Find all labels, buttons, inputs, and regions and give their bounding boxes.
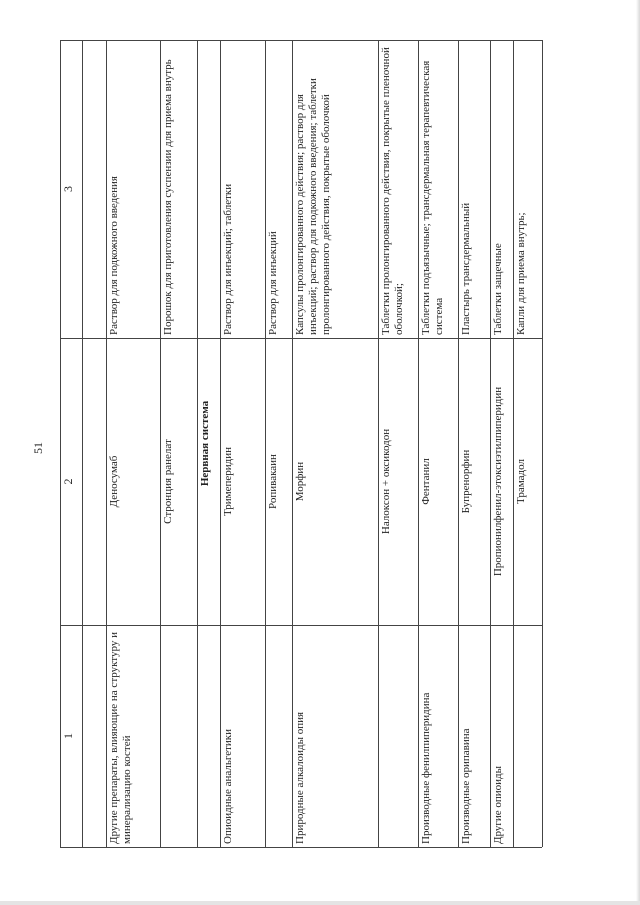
group-name-cell [265,625,292,847]
header-divider [82,40,83,847]
group-name [265,625,292,847]
dosage-form-cell [106,40,160,338]
drug-name: Пропионилфенил-этоксиэтилпиперидин [492,386,504,577]
dosage-form-cell [490,40,513,338]
drug-name: Деносумаб [108,455,120,508]
group-name-cell [513,625,542,847]
group-name-cell [490,625,513,847]
dosage-form-cell [458,40,490,338]
dosage-form: Пластырь трансдермальный [460,202,472,335]
group-name-cell [220,625,265,847]
dosage-form: Таблетки защечные [492,243,504,335]
drug-name-cell [513,338,542,625]
dosage-form-cell [265,40,292,338]
drug-name-cell [106,338,160,625]
group-name [513,625,542,847]
section-title: Нервная система [199,400,211,487]
table-border-bottom [60,847,542,848]
dosage-form: Раствор для инъекций [267,231,279,335]
column-header-3-cell [60,40,82,338]
drug-name-cell [265,338,292,625]
group-name-cell [292,625,378,847]
drug-name-cell [292,338,378,625]
group-name: Другие препараты, влияющие на структуру и минерализацию костей [108,632,133,844]
column-header-3: 3 [61,186,75,192]
dosage-form: Раствор для инъекций; таблетки [222,183,234,335]
dosage-form: Капли для приема внутрь; [515,212,527,335]
column-header-1-cell [60,625,82,847]
dosage-form: Таблетки подъязычные; трансдермальная терапевтическая система [420,60,445,335]
drug-name-cell [160,338,197,625]
group-name-cell [160,625,197,847]
section-title-cell [197,40,220,847]
scan-bottom-edge [0,901,640,905]
drug-name: Морфин [294,461,306,502]
group-name-cell [458,625,490,847]
dosage-form: Капсулы пролонгированного действия; раствор для инъекций; раствор для подкожного введения; таблетки пролонгированного действия, покрытые оболочкой [294,78,332,335]
dosage-form-cell [378,40,418,338]
group-name: Природные алкалоиды опия [294,711,306,844]
dosage-form: Таблетки пролонгированного действия, покрытые пленочной оболочкой; [380,47,405,335]
rotated-document [60,0,635,905]
dosage-form: Раствор для подкожного введения [108,176,120,335]
column-header-1: 1 [61,733,75,739]
column-header-2: 2 [61,478,75,485]
group-name-cell [106,625,160,847]
drug-name: Фентанил [420,458,432,505]
drug-name-cell [220,338,265,625]
dosage-form-cell [220,40,265,338]
group-name [378,625,418,847]
drug-name-cell [490,338,513,625]
drug-name-cell [378,338,418,625]
group-name-cell [378,625,418,847]
dosage-form-cell [160,40,197,338]
dosage-form: Порошок для приготовления суспензии для приема внутрь [162,59,174,335]
page-number: 51 [31,442,45,454]
drug-name: Тримеперидин [222,446,234,517]
drug-name-cell [458,338,490,625]
table-border-right [542,40,543,847]
dosage-form-cell [513,40,542,338]
group-name: Производные фенилпиперидина [420,692,432,844]
group-name-cell [418,625,458,847]
dosage-form-cell [292,40,378,338]
group-name: Другие опиоиды [492,765,504,844]
dosage-form-cell [418,40,458,338]
group-name [160,625,197,847]
drug-name: Ропивакаин [267,454,279,509]
scan-edge [636,0,640,905]
group-name: Опиоидные анальгетики [222,728,234,844]
drug-name: Трамадол [515,459,527,504]
drug-name: Налоксон + оксикодон [380,428,392,535]
group-name: Производные орипавина [460,728,472,844]
drug-name-cell [418,338,458,625]
column-header-2-cell [60,338,82,625]
drug-name: Стронция ранелат [162,439,174,524]
drug-name: Бупренорфин [460,449,472,514]
